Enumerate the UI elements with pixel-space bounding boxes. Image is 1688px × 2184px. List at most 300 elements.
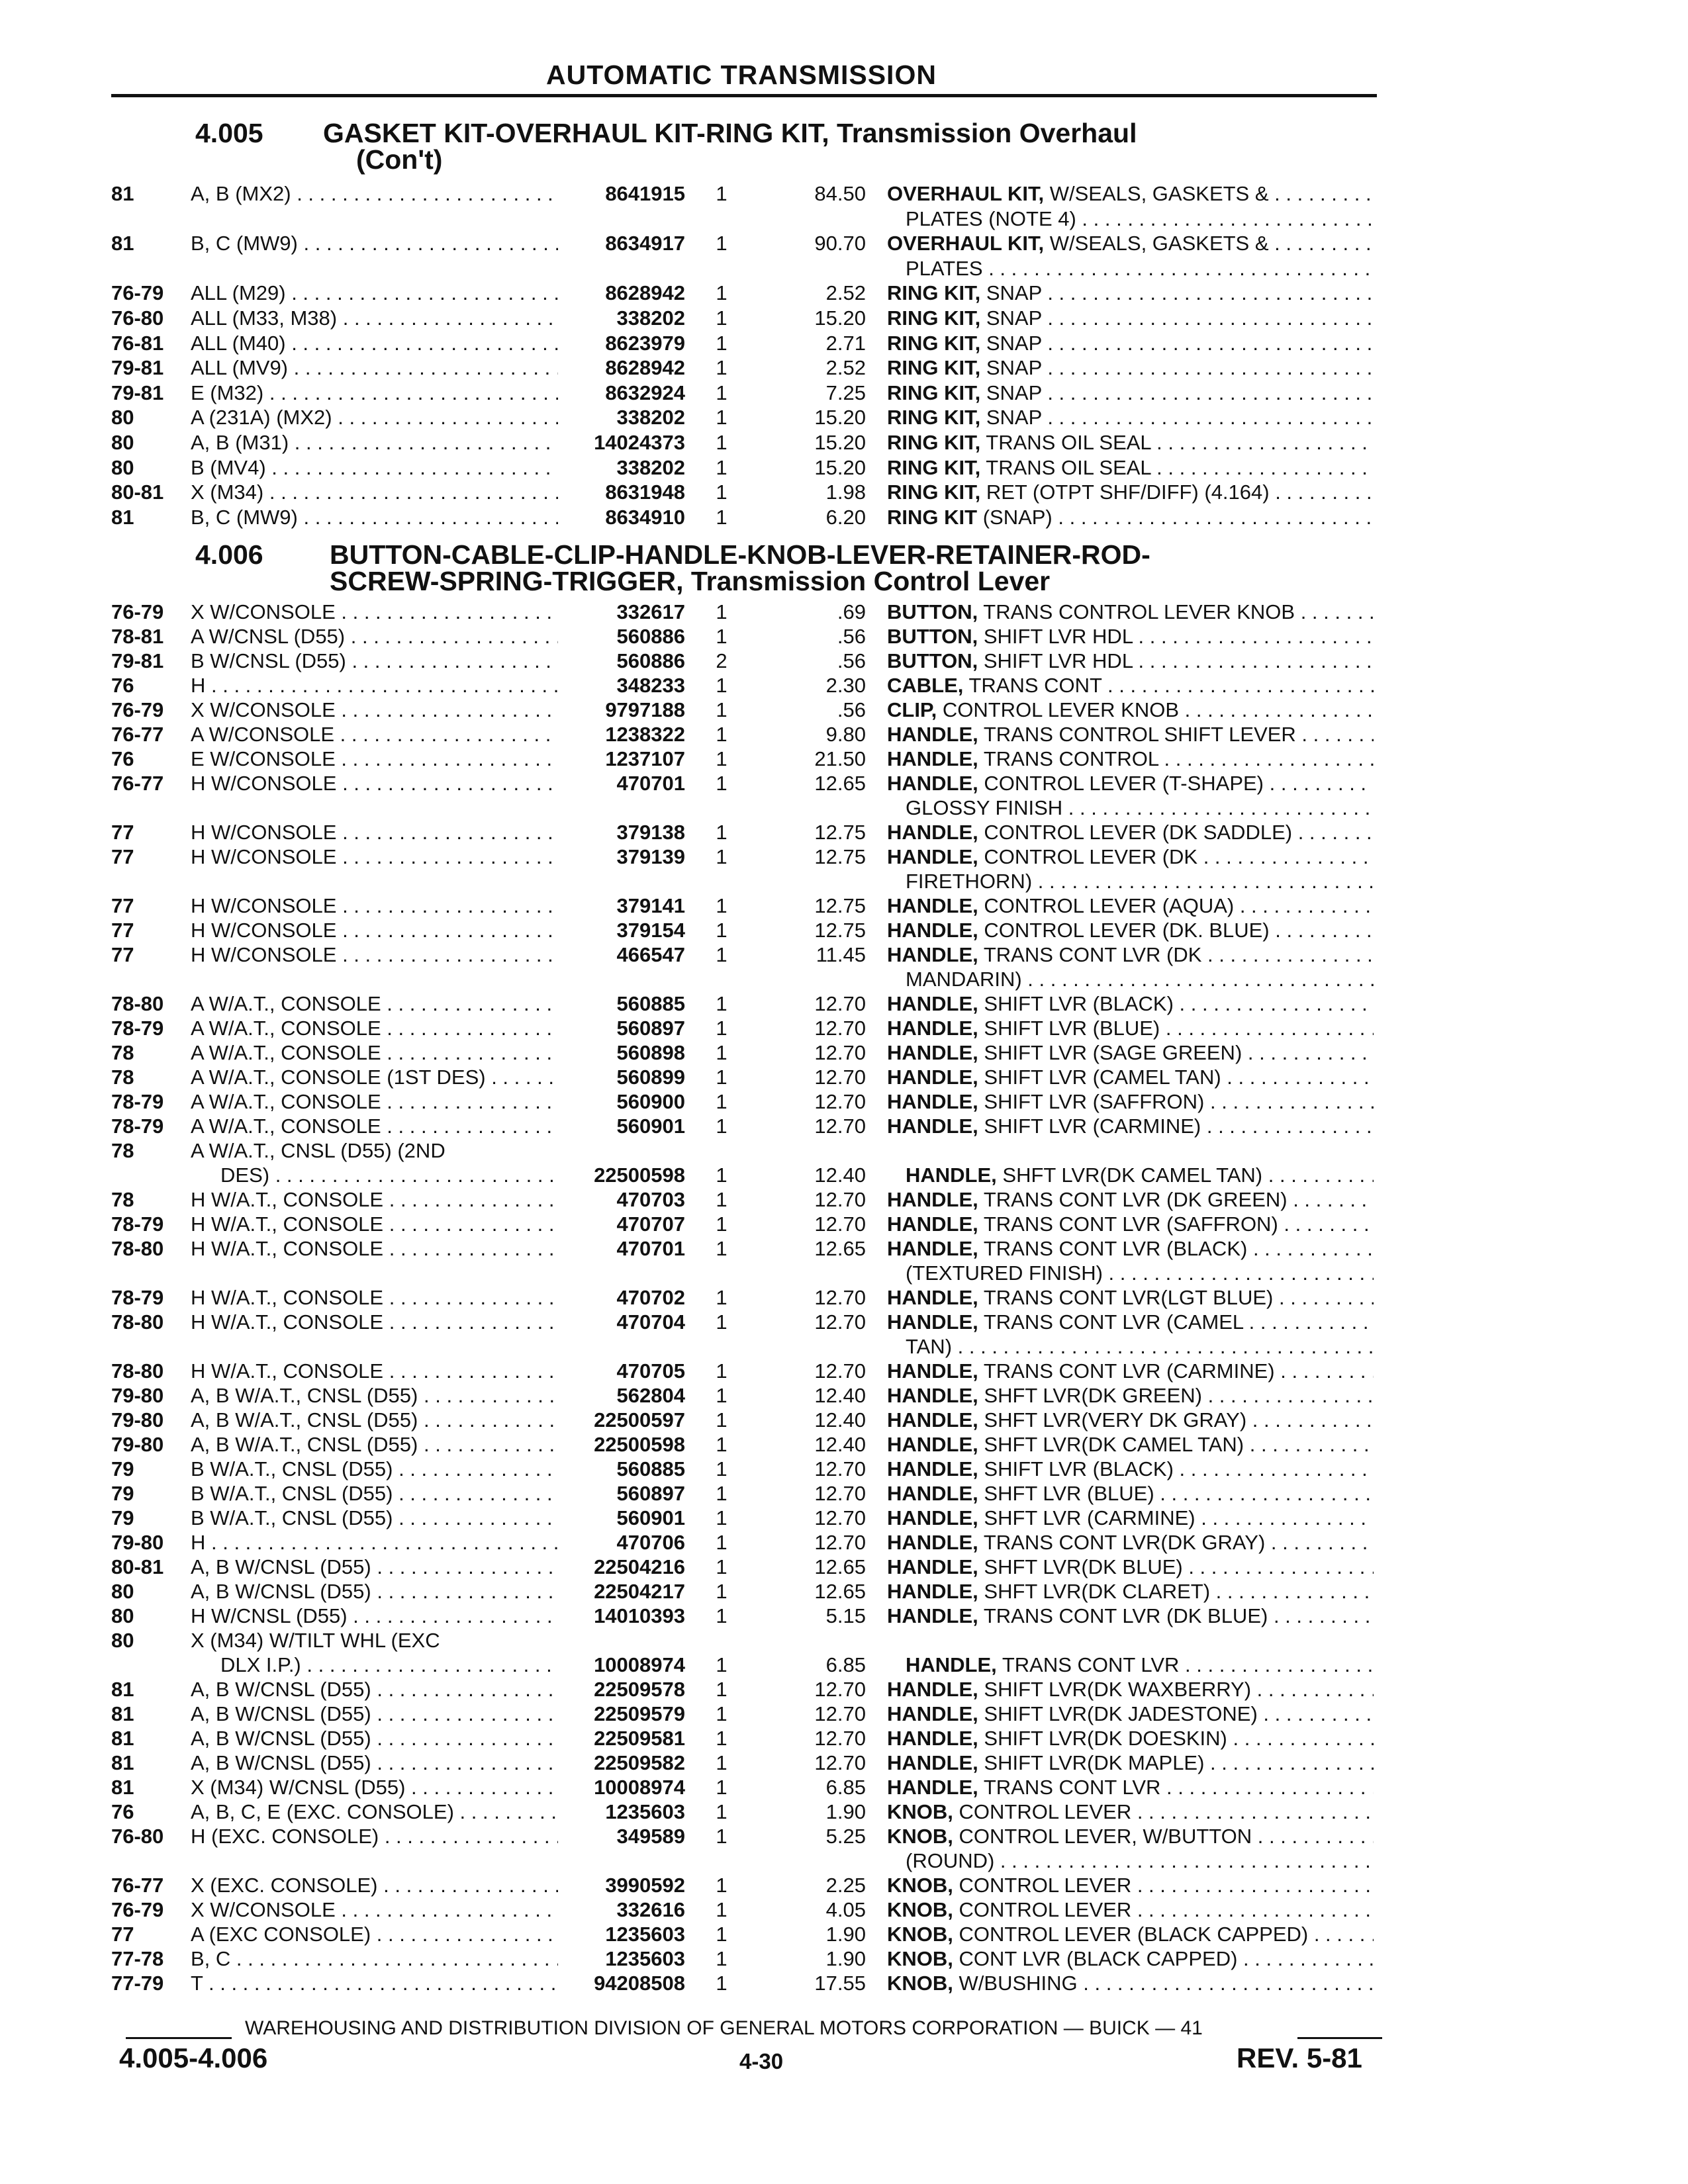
price: 5.25 xyxy=(825,1825,866,1848)
list-item xyxy=(0,1824,1688,1848)
description-text: CONTROL LEVER (BLACK CAPPED) xyxy=(959,1923,1309,1946)
list-item xyxy=(0,1628,1688,1653)
description-noun: RING KIT, xyxy=(887,306,981,330)
description-text: SHIFT LVR(DK MAPLE) xyxy=(984,1751,1205,1774)
price: 12.65 xyxy=(814,1555,866,1578)
description-text: TRANS CONT LVR (DK xyxy=(983,943,1202,966)
usage: B (MV4) . . . xyxy=(191,455,558,480)
model-years: 78 xyxy=(111,1041,134,1064)
description-text: SHFT LVR(DK GREEN) xyxy=(984,1384,1202,1407)
price: 5.15 xyxy=(825,1604,866,1627)
list-item xyxy=(0,624,1688,649)
model-years: 81 xyxy=(111,1727,134,1750)
quantity: 1 xyxy=(716,845,727,868)
description-noun: HANDLE, xyxy=(906,1653,997,1676)
description-noun: KNOB, xyxy=(887,1972,953,1995)
description-text: TRANS CONT LVR (DK GREEN) xyxy=(983,1188,1288,1211)
usage: A, B W/A.T., CNSL (D55) . . . xyxy=(191,1408,558,1432)
usage: A, B W/CNSL (D55) . . . xyxy=(191,1677,558,1702)
quantity: 1 xyxy=(716,1800,727,1823)
price: 12.70 xyxy=(814,1066,866,1089)
list-item-continuation xyxy=(0,1163,1688,1187)
list-item xyxy=(0,430,1688,455)
usage: A, B W/A.T., CNSL (D55) . . . xyxy=(191,1383,558,1408)
price: 9.80 xyxy=(825,723,866,746)
price: 15.20 xyxy=(814,406,866,430)
model-years: 76 xyxy=(111,1800,134,1823)
price: 12.70 xyxy=(814,1286,866,1309)
section-number: 4.006 xyxy=(195,539,263,570)
list-item xyxy=(0,1751,1688,1775)
description xyxy=(887,455,1374,480)
description xyxy=(887,1187,1374,1212)
list-item xyxy=(0,1897,1688,1922)
description xyxy=(887,942,1374,967)
description-noun: HANDLE, xyxy=(887,1702,978,1725)
model-years: 76-81 xyxy=(111,331,164,355)
quantity: 1 xyxy=(716,600,727,623)
description xyxy=(887,1653,1374,1677)
description-noun: HANDLE, xyxy=(887,772,978,795)
usage: H W/A.T., CONSOLE . . . xyxy=(191,1212,558,1236)
description-text: TRANS CONT LVR xyxy=(1002,1653,1180,1676)
description-text: (ROUND) xyxy=(906,1849,995,1872)
price: 21.50 xyxy=(814,747,866,770)
price: 12.65 xyxy=(814,772,866,795)
part-number: 349589 xyxy=(616,1825,685,1848)
part-number: 379141 xyxy=(616,894,685,917)
description xyxy=(887,505,1374,529)
usage: T . . . xyxy=(191,1971,558,1995)
part-number: 22500598 xyxy=(594,1433,685,1456)
description xyxy=(887,600,1374,624)
part-number: 379154 xyxy=(616,919,685,942)
price: 90.70 xyxy=(814,232,866,255)
part-number: 9797188 xyxy=(605,698,685,721)
model-years: 78 xyxy=(111,1066,134,1089)
part-number: 22500598 xyxy=(594,1163,685,1187)
model-years: 79 xyxy=(111,1482,134,1505)
model-years: 77 xyxy=(111,943,134,966)
model-years: 78-80 xyxy=(111,1237,164,1260)
description xyxy=(887,722,1374,747)
price: 2.25 xyxy=(825,1874,866,1897)
usage: H W/A.T., CONSOLE . . . xyxy=(191,1359,558,1383)
quantity: 1 xyxy=(716,943,727,966)
description xyxy=(887,1751,1374,1775)
description xyxy=(887,1334,1374,1359)
description xyxy=(887,1530,1374,1555)
model-years: 79-80 xyxy=(111,1408,164,1432)
quantity: 1 xyxy=(716,281,727,305)
usage: A (231A) (MX2) . . . xyxy=(191,405,558,430)
description xyxy=(887,355,1374,380)
description-text: SHIFT LVR(DK JADESTONE) xyxy=(984,1702,1258,1725)
part-number: 338202 xyxy=(616,406,685,430)
quantity: 1 xyxy=(716,182,727,205)
description-text: SHIFT LVR (SAFFRON) xyxy=(984,1090,1205,1113)
list-item-continuation xyxy=(0,1261,1688,1285)
model-years: 76-80 xyxy=(111,306,164,330)
description-text: FIRETHORN) xyxy=(906,870,1033,893)
description-noun: KNOB, xyxy=(887,1923,953,1946)
description xyxy=(887,1261,1374,1285)
description xyxy=(887,1604,1374,1628)
model-years: 78-80 xyxy=(111,992,164,1015)
description xyxy=(887,1481,1374,1506)
usage: H W/A.T., CONSOLE . . . xyxy=(191,1285,558,1310)
quantity: 1 xyxy=(716,1776,727,1799)
model-years: 78-80 xyxy=(111,1310,164,1334)
part-number: 22504216 xyxy=(594,1555,685,1578)
usage: A, B W/A.T., CNSL (D55) . . . xyxy=(191,1432,558,1457)
description xyxy=(887,771,1374,796)
price: 12.70 xyxy=(814,1727,866,1750)
usage: E (M32) . . . xyxy=(191,381,558,405)
part-number: 22509582 xyxy=(594,1751,685,1774)
price: 2.30 xyxy=(825,674,866,697)
price: 12.65 xyxy=(814,1580,866,1603)
usage: A W/A.T., CONSOLE . . . xyxy=(191,1089,558,1114)
quantity: 1 xyxy=(716,1604,727,1627)
price: 15.20 xyxy=(814,431,866,454)
description xyxy=(887,1285,1374,1310)
price: 7.25 xyxy=(825,381,866,404)
list-item xyxy=(0,1579,1688,1604)
quantity: 1 xyxy=(716,747,727,770)
model-years: 79-81 xyxy=(111,356,164,380)
part-number: 1237107 xyxy=(605,747,685,770)
price: 12.70 xyxy=(814,1531,866,1554)
quantity: 1 xyxy=(716,1041,727,1064)
description-text: CONTROL LEVER xyxy=(959,1898,1132,1921)
quantity: 1 xyxy=(716,625,727,648)
quantity: 1 xyxy=(716,1017,727,1040)
description-text: (SNAP) xyxy=(982,505,1053,529)
quantity: 1 xyxy=(716,356,727,380)
description xyxy=(887,1726,1374,1751)
description xyxy=(887,1775,1374,1799)
quantity: 1 xyxy=(716,381,727,404)
part-number: 470705 xyxy=(616,1359,685,1383)
price: 12.70 xyxy=(814,1457,866,1480)
price: 6.20 xyxy=(825,505,866,529)
model-years: 80 xyxy=(111,1580,134,1603)
list-item xyxy=(0,455,1688,480)
description xyxy=(887,381,1374,405)
description xyxy=(887,1383,1374,1408)
section-title-line2 xyxy=(330,566,1050,597)
list-item xyxy=(0,1383,1688,1408)
description-text: W/SEALS, GASKETS & xyxy=(1049,232,1269,255)
description-noun: HANDLE, xyxy=(887,1433,978,1456)
usage: ALL (M40) . . . xyxy=(191,331,558,355)
price: 6.85 xyxy=(825,1776,866,1799)
description-noun: HANDLE, xyxy=(887,1482,978,1505)
model-years: 78 xyxy=(111,1139,134,1162)
usage: A W/A.T., CONSOLE . . . xyxy=(191,991,558,1016)
description-text: SHIFT LVR (BLACK) xyxy=(984,992,1174,1015)
description-text: SHFT LVR(DK BLUE) xyxy=(984,1555,1183,1578)
description-text: PLATES (NOTE 4) xyxy=(906,206,1076,230)
list-item xyxy=(0,893,1688,918)
usage: A W/A.T., CONSOLE (1ST DES) . . . xyxy=(191,1065,558,1089)
quantity: 1 xyxy=(716,1653,727,1676)
quantity: 1 xyxy=(716,1555,727,1578)
description xyxy=(887,1408,1374,1432)
list-item xyxy=(0,1310,1688,1334)
price: 12.70 xyxy=(814,992,866,1015)
description xyxy=(887,1824,1374,1848)
price: 2.52 xyxy=(825,356,866,380)
description xyxy=(887,1040,1374,1065)
footer-revision: REV. 5-81 xyxy=(1237,2042,1362,2073)
quantity: 1 xyxy=(716,1188,727,1211)
description xyxy=(887,206,1374,231)
model-years: 78 xyxy=(111,1188,134,1211)
part-number: 338202 xyxy=(616,455,685,479)
description-noun: HANDLE, xyxy=(887,747,978,770)
price: 12.65 xyxy=(814,1237,866,1260)
description xyxy=(887,1506,1374,1530)
quantity: 1 xyxy=(716,1580,727,1603)
model-years: 78-79 xyxy=(111,1212,164,1236)
model-years: 81 xyxy=(111,232,134,255)
price: 12.75 xyxy=(814,919,866,942)
description-noun: HANDLE, xyxy=(887,1776,978,1799)
model-years: 76-77 xyxy=(111,1874,164,1897)
list-item xyxy=(0,1040,1688,1065)
list-item xyxy=(0,722,1688,747)
part-number: 22500597 xyxy=(594,1408,685,1432)
price: .56 xyxy=(837,698,866,721)
description xyxy=(887,796,1374,820)
description xyxy=(887,1310,1374,1334)
description-text: SHIFT LVR(DK WAXBERRY) xyxy=(984,1678,1252,1701)
description-text: SNAP xyxy=(986,381,1042,404)
usage: A, B, C, E (EXC. CONSOLE) . . . xyxy=(191,1799,558,1824)
description-text: SHFT LVR(DK CLARET) xyxy=(984,1580,1211,1603)
description-noun: HANDLE, xyxy=(887,1188,978,1211)
description xyxy=(887,991,1374,1016)
footer-rule xyxy=(126,2037,232,2039)
model-years: 77-78 xyxy=(111,1947,164,1970)
list-item xyxy=(0,281,1688,305)
part-number: 8628942 xyxy=(605,281,685,305)
price: 2.52 xyxy=(825,281,866,305)
quantity: 1 xyxy=(716,1751,727,1774)
usage: A W/CONSOLE . . . xyxy=(191,722,558,747)
list-item xyxy=(0,1187,1688,1212)
description-noun: KNOB, xyxy=(887,1800,953,1823)
description-noun: OVERHAUL KIT, xyxy=(887,182,1045,205)
description-noun: RING KIT, xyxy=(887,455,981,479)
description-text: SHIFT LVR (BLUE) xyxy=(984,1017,1160,1040)
price: 12.70 xyxy=(814,1212,866,1236)
model-years: 80 xyxy=(111,406,134,430)
model-years: 78-79 xyxy=(111,1286,164,1309)
part-number: 338202 xyxy=(616,306,685,330)
list-item xyxy=(0,1016,1688,1040)
description-noun: KNOB, xyxy=(887,1874,953,1897)
quantity: 1 xyxy=(716,1433,727,1456)
list-item xyxy=(0,1555,1688,1579)
price: .69 xyxy=(837,600,866,623)
description xyxy=(887,1873,1374,1897)
description-text: TRANS CONTROL xyxy=(983,747,1158,770)
price: 12.40 xyxy=(814,1408,866,1432)
list-item xyxy=(0,1089,1688,1114)
description-noun: OVERHAUL KIT, xyxy=(887,232,1045,255)
description xyxy=(887,1922,1374,1946)
description-text: TRANS CONT LVR xyxy=(983,1776,1161,1799)
list-item xyxy=(0,1726,1688,1751)
quantity: 1 xyxy=(716,1408,727,1432)
list-item xyxy=(0,1873,1688,1897)
description-text: GLOSSY FINISH xyxy=(906,796,1063,819)
part-number: 560901 xyxy=(616,1506,685,1529)
part-number: 560898 xyxy=(616,1041,685,1064)
part-number: 1235603 xyxy=(605,1947,685,1970)
list-item xyxy=(0,673,1688,698)
price: 12.70 xyxy=(814,1751,866,1774)
usage: B W/A.T., CNSL (D55) . . . xyxy=(191,1506,558,1530)
section-title xyxy=(323,118,1137,149)
page-footer xyxy=(0,2017,1688,2097)
usage: B, C (MW9) . . . xyxy=(191,231,558,255)
quantity: 1 xyxy=(716,1972,727,1995)
footer-page-number: 4-30 xyxy=(739,2049,784,2073)
description xyxy=(887,1432,1374,1457)
description-noun: BUTTON, xyxy=(887,625,978,648)
description-noun: RING KIT, xyxy=(887,356,981,380)
description-noun: HANDLE, xyxy=(887,1212,978,1236)
description xyxy=(887,1897,1374,1922)
description-noun: CLIP, xyxy=(887,698,937,721)
model-years: 81 xyxy=(111,182,134,205)
usage: H W/A.T., CONSOLE . . . xyxy=(191,1187,558,1212)
quantity: 1 xyxy=(716,894,727,917)
part-number: 470701 xyxy=(616,772,685,795)
description xyxy=(887,1089,1374,1114)
list-item xyxy=(0,1359,1688,1383)
list-item xyxy=(0,1506,1688,1530)
usage: X W/CONSOLE . . . xyxy=(191,698,558,722)
description-noun: HANDLE, xyxy=(887,1017,978,1040)
description-text: CONTROL LEVER (DK SADDLE) xyxy=(984,821,1293,844)
description-text: SNAP xyxy=(986,306,1042,330)
description-text: SHFT LVR(VERY DK GRAY) xyxy=(984,1408,1247,1432)
description xyxy=(887,967,1374,991)
price: 15.20 xyxy=(814,306,866,330)
description-noun: HANDLE, xyxy=(887,1727,978,1750)
description-noun: HANDLE, xyxy=(887,894,978,917)
list-item xyxy=(0,1946,1688,1971)
description-text: CONTROL LEVER (DK. BLUE) xyxy=(984,919,1270,942)
price: 84.50 xyxy=(814,182,866,205)
list-item xyxy=(0,1971,1688,1995)
quantity: 1 xyxy=(716,1237,727,1260)
model-years: 79-80 xyxy=(111,1433,164,1456)
model-years: 81 xyxy=(111,1751,134,1774)
model-years: 81 xyxy=(111,505,134,529)
quantity: 1 xyxy=(716,1678,727,1701)
description-text: SHFT LVR(DK CAMEL TAN) xyxy=(984,1433,1244,1456)
price: 1.90 xyxy=(825,1800,866,1823)
list-item xyxy=(0,698,1688,722)
description-text: CONTROL LEVER KNOB xyxy=(942,698,1180,721)
price: 17.55 xyxy=(814,1972,866,1995)
list-item xyxy=(0,600,1688,624)
part-number: 560885 xyxy=(616,992,685,1015)
part-number: 8623979 xyxy=(605,331,685,355)
model-years: 76-79 xyxy=(111,698,164,721)
description xyxy=(887,820,1374,844)
quantity: 1 xyxy=(716,1090,727,1113)
usage: X W/CONSOLE . . . xyxy=(191,1897,558,1922)
usage: DES) . . . xyxy=(191,1163,558,1187)
description-noun: RING KIT, xyxy=(887,331,981,355)
price: 6.85 xyxy=(825,1653,866,1676)
quantity: 1 xyxy=(716,1874,727,1897)
usage: A, B W/CNSL (D55) . . . xyxy=(191,1702,558,1726)
list-item xyxy=(0,1408,1688,1432)
description-text: SHIFT LVR (SAGE GREEN) xyxy=(984,1041,1243,1064)
model-years: 77 xyxy=(111,1923,134,1946)
description-noun: HANDLE, xyxy=(887,943,978,966)
description-text: CONTROL LEVER (DK xyxy=(984,845,1198,868)
quantity: 1 xyxy=(716,1702,727,1725)
description-noun: KNOB, xyxy=(887,1898,953,1921)
list-item xyxy=(0,480,1688,504)
price: 12.70 xyxy=(814,1506,866,1529)
list-item xyxy=(0,1775,1688,1799)
description-noun: HANDLE, xyxy=(887,1286,978,1309)
quantity: 1 xyxy=(716,1482,727,1505)
description-noun: HANDLE, xyxy=(887,1457,978,1480)
part-number: 560897 xyxy=(616,1482,685,1505)
usage: A W/A.T., CONSOLE . . . xyxy=(191,1016,558,1040)
description-noun: BUTTON, xyxy=(887,649,978,672)
part-number: 560886 xyxy=(616,649,685,672)
section-title-desc: Transmission Overhaul xyxy=(837,118,1137,148)
usage: X W/CONSOLE . . . xyxy=(191,600,558,624)
usage: A, B (M31) . . . xyxy=(191,430,558,455)
model-years: 78-79 xyxy=(111,1115,164,1138)
description-noun: HANDLE, xyxy=(887,1359,978,1383)
description xyxy=(887,893,1374,918)
description-text: MANDARIN) xyxy=(906,968,1022,991)
description xyxy=(887,1971,1374,1995)
list-item-continuation xyxy=(0,1848,1688,1873)
quantity: 1 xyxy=(716,232,727,255)
model-years: 78-81 xyxy=(111,625,164,648)
list-item-continuation xyxy=(0,967,1688,991)
model-years: 76-79 xyxy=(111,1898,164,1921)
list-item-continuation xyxy=(0,796,1688,820)
description-text: TRANS CONT LVR (DK BLUE) xyxy=(983,1604,1268,1627)
description xyxy=(887,256,1374,281)
model-years: 79 xyxy=(111,1506,134,1529)
description-noun: HANDLE, xyxy=(887,1090,978,1113)
description xyxy=(887,1163,1374,1187)
part-number: 560897 xyxy=(616,1017,685,1040)
list-item xyxy=(0,649,1688,673)
description-text: TRANS CONTROL SHIFT LEVER xyxy=(983,723,1296,746)
price: 1.90 xyxy=(825,1923,866,1946)
description-text: CONTROL LEVER xyxy=(959,1874,1132,1897)
description-noun: CABLE, xyxy=(887,674,964,697)
